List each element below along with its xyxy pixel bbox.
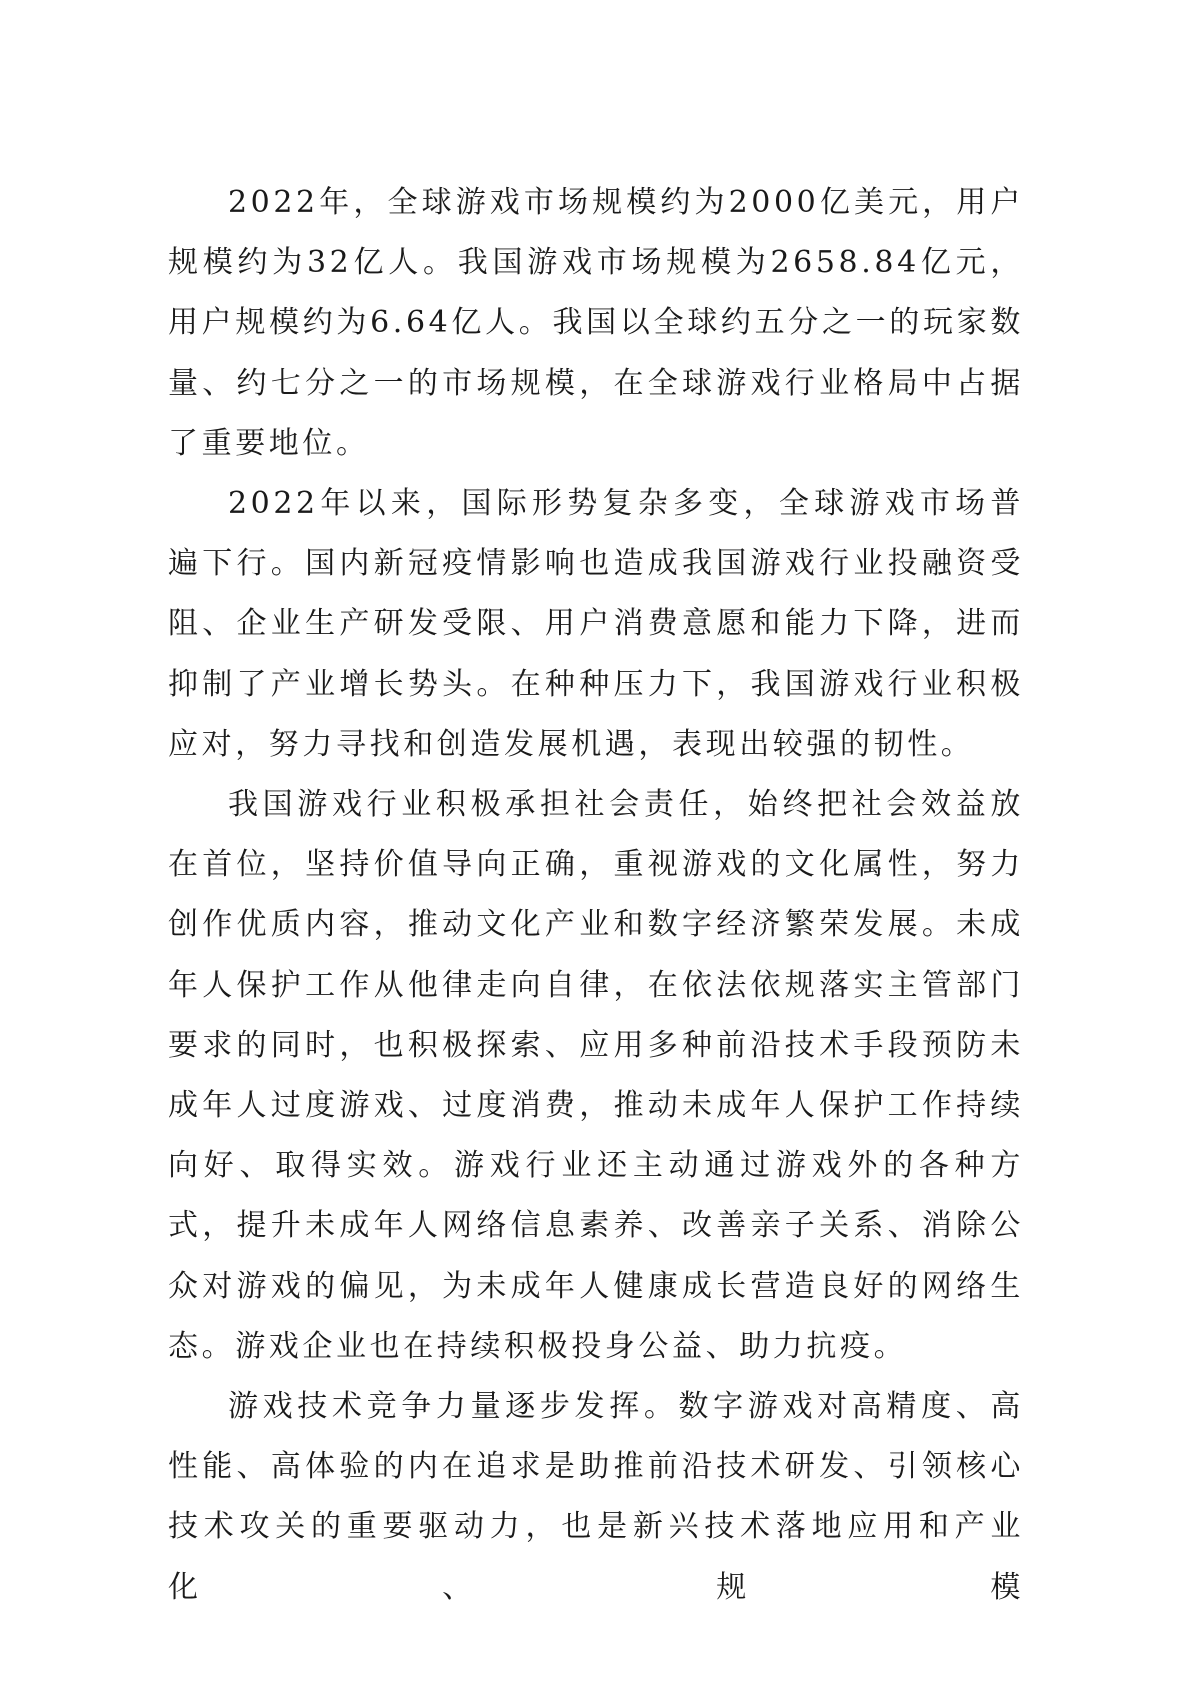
paragraph-social-responsibility: 我国游戏行业积极承担社会责任，始终把社会效益放在首位，坚持价值导向正确，重视游戏的文化属性，努力创作优质内容，推动文化产业和数字经济繁荣发展。未成年人保护工作从他律走向自律，在依法依规落实主管部门要求的同时，也积极探索、应用多种前沿技术手段预防未成年人过度游戏、过度消费，推动未成年人保护工作持续向好、取得实效。游戏行业还主动通过游戏外的各种方式，提升未成年人网络信息素养、改善亲子关系、消除公众对游戏的偏见，为未成年人健康成长营造良好的网络生态。游戏企业也在持续积极投身公益、助力抗疫。: [168, 787, 1024, 1364]
paragraph-market-size: 2022年，全球游戏市场规模约为2000亿美元，用户规模约为32亿人。我国游戏市场规模为2658.84亿元，用户规模约为6.64亿人。我国以全球约五分之一的玩家数量、约七分之一的市场规模，在全球游戏行业格局中占据了重要地位。: [168, 185, 1024, 461]
document-body: [168, 173, 1024, 1618]
paragraph-industry-challenges: 2022年以来，国际形势复杂多变，全球游戏市场普遍下行。国内新冠疫情影响也造成我国游戏行业投融资受阻、企业生产研发受限、用户消费意愿和能力下降，进而抑制了产业增长势头。在种种压力下，我国游戏行业积极应对，努力寻找和创造发展机遇，表现出较强的韧性。: [168, 486, 1024, 762]
paragraph-technology: 游戏技术竞争力量逐步发挥。数字游戏对高精度、高性能、高体验的内在追求是助推前沿技术研发、引领核心技术攻关的重要驱动力，也是新兴技术落地应用和产业化、规模: [168, 1389, 1024, 1605]
